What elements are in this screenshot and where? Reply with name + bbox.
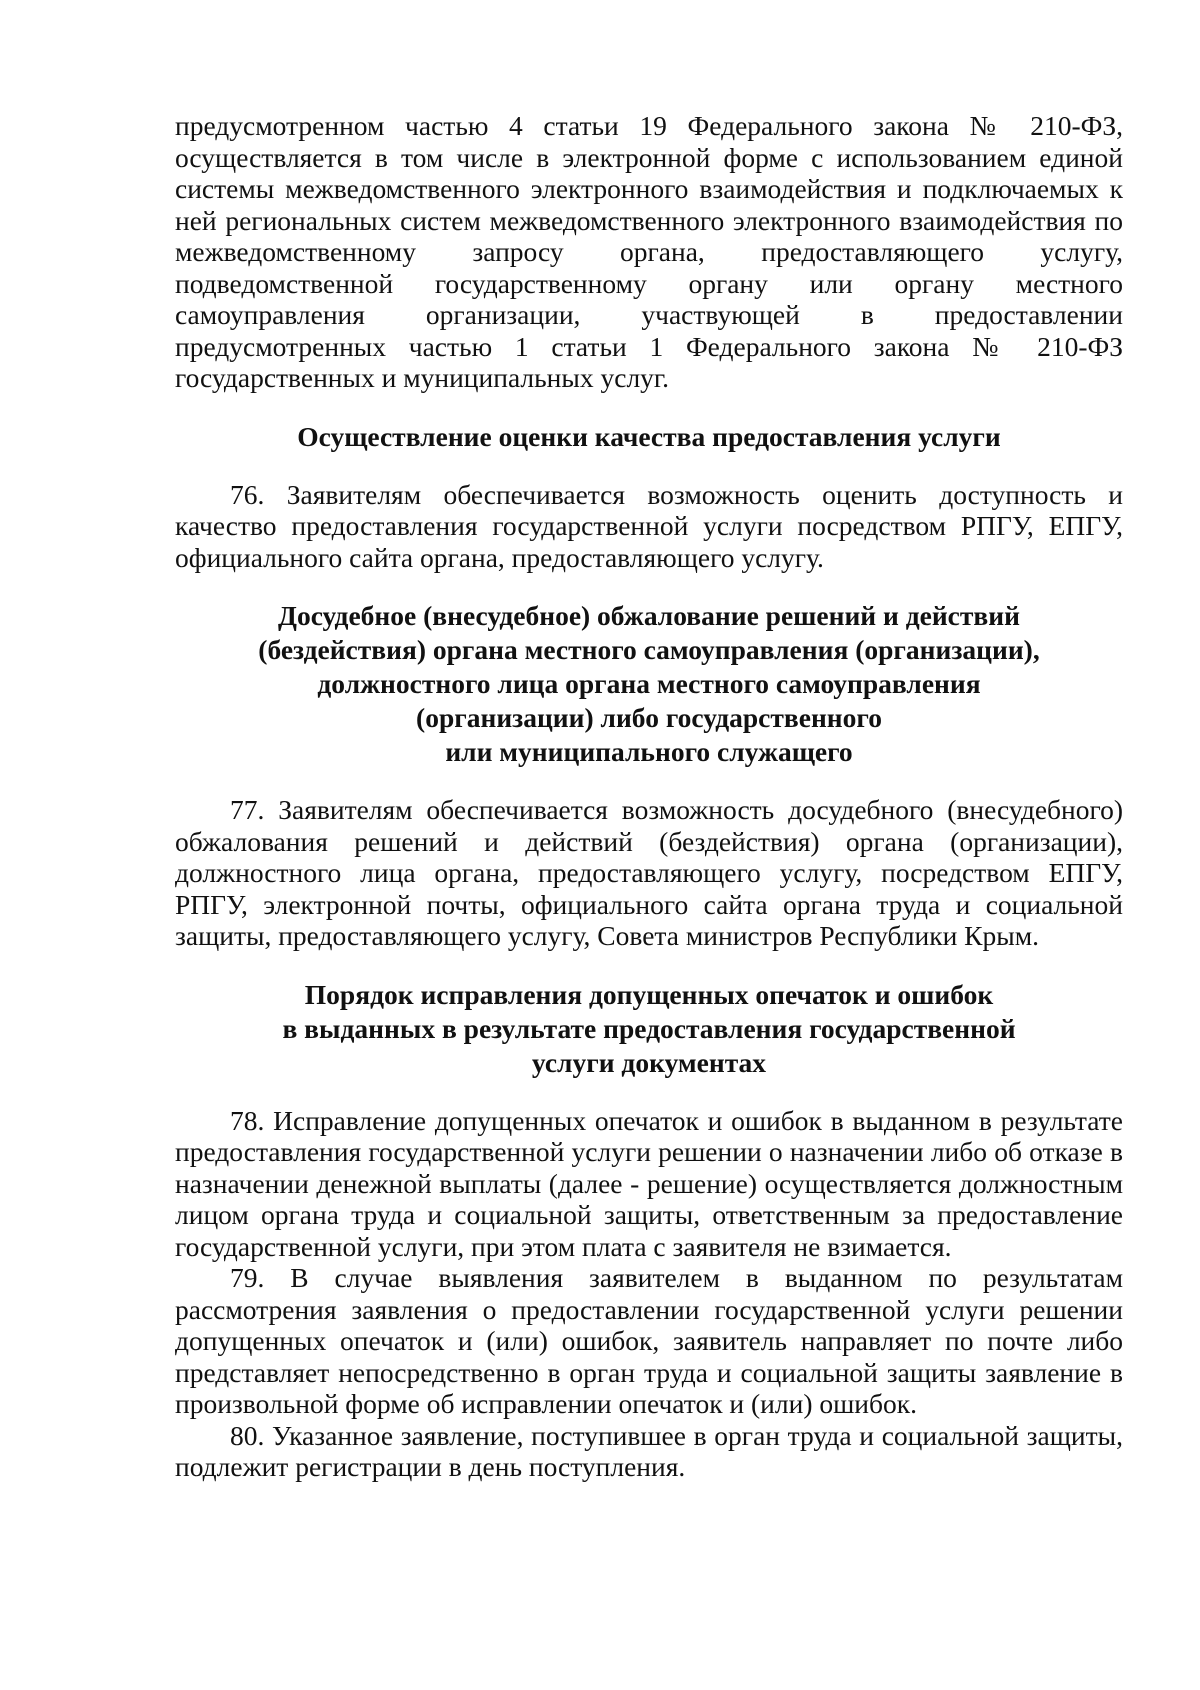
heading-corrections-line: услуги документах: [531, 1046, 767, 1078]
paragraph-80: 80. Указанное заявление, поступившее в орган труда и социальной защиты, подлежит регистрации в день поступления.: [175, 1419, 1123, 1482]
intro-paragraph: предусмотренном частью 4 статьи 19 Федерального закона № 210-ФЗ, осуществляется в том числе в электронной форме с использованием единой системы межведомственного электронного взаимодействия и подключаемых к ней региональных систем межведомственного электронного взаимодействия по межведомственному запросу органа, предоставляющего услугу, подведомственной государственному органу или органу местного самоуправления организации, участвующей в предоставлении предусмотренных частью 1 статьи 1 Федерального закона № 210-ФЗ государственных и муниципальных услуг.: [175, 110, 1123, 393]
heading-corrections: [175, 978, 1123, 1080]
heading-appeal-line: должностного лица органа местного самоуправления: [317, 668, 981, 699]
document-page: [175, 110, 1123, 1483]
heading-corrections-line: Порядок исправления допущенных опечаток и ошибок: [304, 978, 994, 1010]
heading-appeal-line: (бездействия) органа местного самоуправления (организации),: [258, 634, 1040, 665]
paragraph-77: 77. Заявителям обеспечивается возможность досудебного (внесудебного) обжалования решений и действий (бездействия) органа (организации), должностного лица органа, предоставляющего услугу, посредством ЕПГУ, РПГУ, электронной почты, официального сайта органа труда и социальной защиты, предоставляющего услугу, Совета министров Республики Крым.: [175, 794, 1123, 951]
paragraph-76: 76. Заявителям обеспечивается возможность оценить доступность и качество предоставления государственной услуги посредством РПГУ, ЕПГУ, официального сайта органа, предоставляющего услугу.: [175, 478, 1123, 573]
heading-appeal-line: (организации) либо государственного: [416, 702, 882, 733]
heading-corrections-line: в выданных в результате предоставления государственной: [282, 1012, 1016, 1044]
heading-appeal-line: Досудебное (внесудебное) обжалование решений и действий: [278, 600, 1020, 631]
paragraph-78: 78. Исправление допущенных опечаток и ошибок в выданном в результате предоставления государственной услуги решении о назначении либо об отказе в назначении денежной выплаты (далее - решение) осуществляется должностным лицом органа труда и социальной защиты, ответственным за предоставление государственной услуги, при этом плата с заявителя не взимается.: [175, 1104, 1123, 1262]
heading-quality-assessment: Осуществление оценки качества предоставления услуги: [297, 420, 1001, 452]
heading-appeal-line: или муниципального служащего: [445, 736, 853, 767]
paragraph-79: 79. В случае выявления заявителем в выданном по результатам рассмотрения заявления о предоставлении государственной услуги решении допущенных опечаток и (или) ошибок, заявитель направляет по почте либо представляет непосредственно в орган труда и социальной защиты заявление в произвольной форме об исправлении опечаток и (или) ошибок.: [175, 1262, 1123, 1419]
heading-appeal: [175, 599, 1123, 769]
